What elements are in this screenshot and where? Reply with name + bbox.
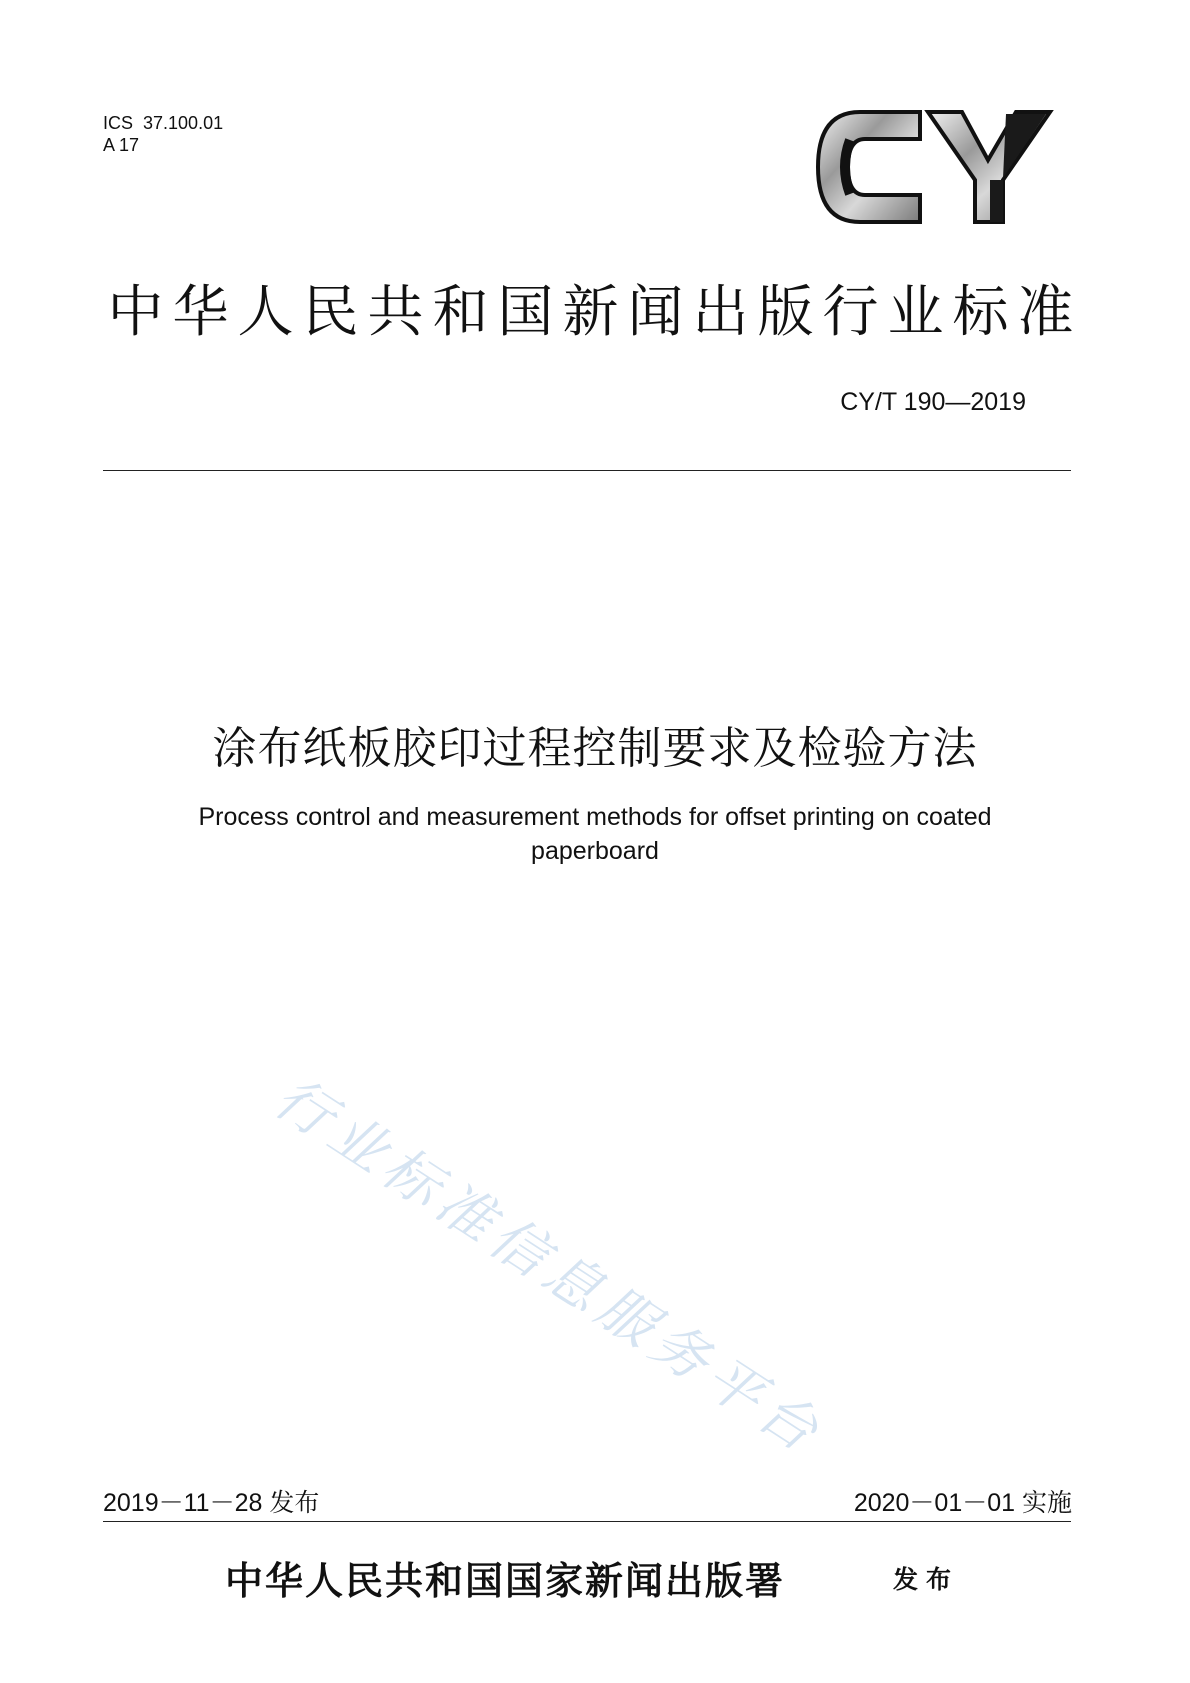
issue-date: 2019－11－28 发布 (103, 1489, 320, 1517)
ccs-code: A 17 (103, 135, 140, 155)
industry-standard-title: 中华人民共和国新闻出版行业标准 (107, 280, 1083, 345)
divider-top (103, 470, 1071, 471)
publish-label: 发布 (893, 1565, 960, 1594)
title-chinese: 涂布纸板胶印过程控制要求及检验方法 (212, 723, 978, 774)
standard-number: CY/T 190—2019 (840, 388, 1026, 416)
publisher-name: 中华人民共和国国家新闻出版署 (225, 1558, 786, 1603)
divider-bottom (103, 1521, 1071, 1522)
title-english (130, 800, 1060, 868)
cy-logo (810, 100, 1060, 235)
watermark: 行业标准信息服务平台 (263, 1065, 836, 1469)
title-english-line1: Process control and measurement methods for offset printing on coated (198, 803, 992, 831)
classification-codes (103, 112, 223, 156)
implementation-date: 2020－01－01 实施 (853, 1489, 1072, 1517)
ics-code: ICS 37.100.01 (103, 113, 224, 133)
title-english-line2: paperboard (531, 837, 659, 865)
